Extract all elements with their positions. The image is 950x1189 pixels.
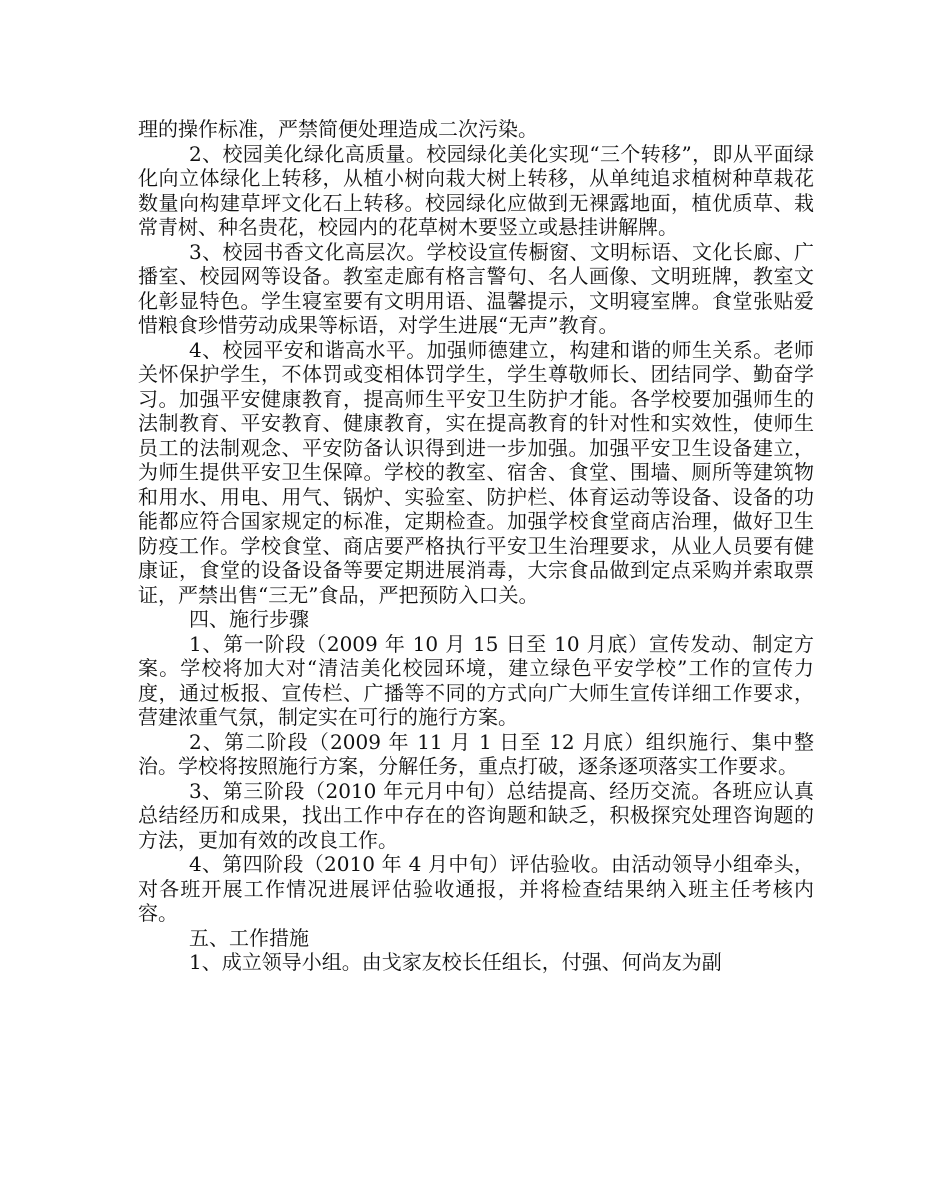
paragraph-stage-four: 4、第四阶段（2010 年 4 月中旬）评估验收。由活动领导小组牵头，对各班开展工作情况进展评估验收通报，并将检查结果纳入班主任考核内容。 [138, 852, 814, 925]
paragraph-leadership-group: 1、成立领导小组。由戈家友校长任组长，付强、何尚友为副 [189, 950, 722, 974]
document-page [138, 117, 814, 975]
paragraph-campus-culture: 3、校园书香文化高层次。学校设宣传橱窗、文明标语、文化长廊、广播室、校园网等设备。教室走廊有格言警句、名人画像、文明班牌，教室文化彰显特色。学生寝室要有文明用语、温馨提示，文明寝室牌。食堂张贴爱惜粮食珍惜劳动成果等标语，对学生进展“无声”教育。 [138, 239, 814, 337]
paragraph-campus-greening: 2、校园美化绿化高质量。校园绿化美化实现“三个转移”，即从平面绿化向立体绿化上转移，从植小树向栽大树上转移，从单纯追求植树种草栽花数量向构建草坪文化石上转移。校园绿化应做到无裸露地面，植优质草、栽常青树、种名贵花，校园内的花草树木要竖立或悬挂讲解牌。 [138, 141, 814, 239]
paragraph-stage-two: 2、第二阶段（2009 年 11 月 1 日至 12 月底）组织施行、集中整治。学校将按照施行方案，分解任务，重点打破，逐条逐项落实工作要求。 [138, 729, 814, 778]
paragraph-stage-three: 3、第三阶段（2010 年元月中旬）总结提高、经历交流。各班应认真总结经历和成果，找出工作中存在的咨询题和缺乏，积极探究处理咨询题的方法，更加有效的改良工作。 [138, 778, 814, 852]
paragraph-stage-one: 1、第一阶段（2009 年 10 月 15 日至 10 月底）宣传发动、制定方案。学校将加大对“清洁美化校园环境，建立绿色平安学校”工作的宣传力度，通过板报、宣传栏、广播等不同的方式向广大师生宣传详细工作要求，营建浓重气氛，制定实在可行的施行方案。 [138, 631, 814, 729]
section-heading-steps: 四、施行步骤 [189, 607, 309, 631]
paragraph-campus-safety: 4、校园平安和谐高水平。加强师德建立，构建和谐的师生关系。老师关怀保护学生，不体罚或变相体罚学生，学生尊敬师长、团结同学、勤奋学习。加强平安健康教育，提高师生平安卫生防护才能。各学校要加强师生的法制教育、平安教育、健康教育，实在提高教育的针对性和实效性，使师生员工的法制观念、平安防备认识得到进一步加强。加强平安卫生设备建立，为师生提供平安卫生保障。学校的教室、宿舍、食堂、围墙、厕所等建筑物和用水、用电、用气、锅炉、实验室、防护栏、体育运动等设备、设备的功能都应符合国家规定的标准，定期检查。加强学校食堂商店治理，做好卫生防疫工作。学校食堂、商店要严格执行平安卫生治理要求，从业人员要有健康证，食堂的设备设备等要定期进展消毒，大宗食品做到定点采购并索取票证，严禁出售“三无”食品，严把预防入口关。 [138, 337, 814, 607]
section-heading-measures: 五、工作措施 [189, 925, 309, 950]
paragraph-continuation: 理的操作标准，严禁简便处理造成二次污染。 [138, 117, 538, 141]
